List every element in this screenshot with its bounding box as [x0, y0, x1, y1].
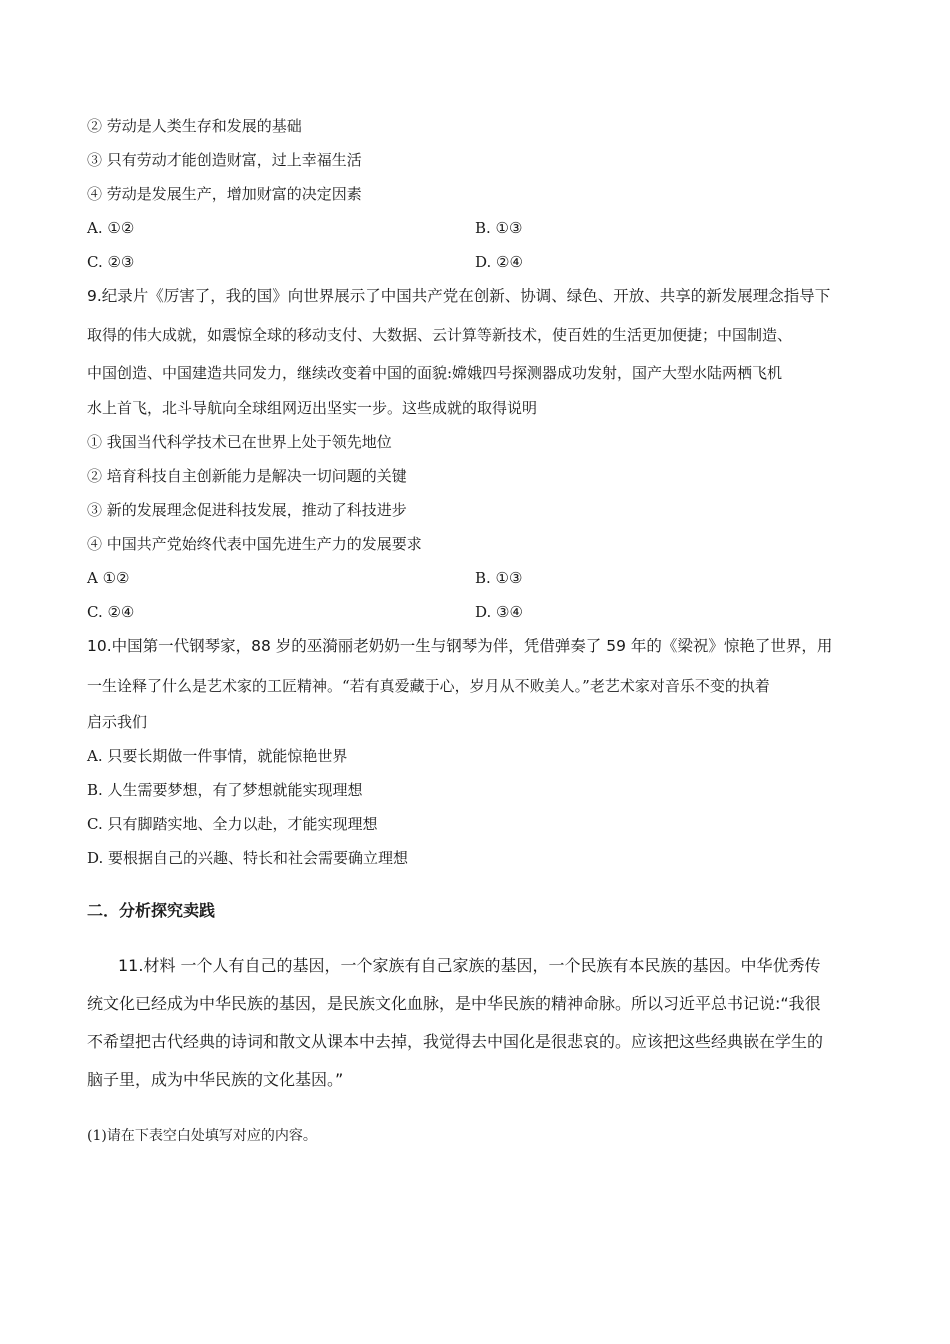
- q10-choice-c: C. 只有脚踏实地、全力以赴，才能实现理想: [87, 815, 378, 833]
- q9-choice-b: B. ①③: [475, 569, 523, 587]
- q8-choice-a: A. ①②: [87, 219, 135, 237]
- q9-option-2: ② 培育科技自主创新能力是解决一切问题的关键: [87, 467, 407, 485]
- q10-stem-line-3: 启示我们: [87, 713, 148, 731]
- q9-choice-a: A ①②: [87, 569, 130, 587]
- q8-choice-d: D. ②④: [475, 253, 523, 271]
- q10-stem-line-1: 10.中国第一代钢琴家，88 岁的巫漪丽老奶奶一生与钢琴为伴，凭借弹奏了 59 年的《梁祝》惊艳了世界，用: [87, 637, 833, 655]
- q8-option-2: ② 劳动是人类生存和发展的基础: [87, 117, 302, 135]
- q9-option-1: ① 我国当代科学技术已在世界上处于领先地位: [87, 433, 392, 451]
- q8-option-4: ④ 劳动是发展生产，增加财富的决定因素: [87, 185, 362, 203]
- q11-material-line-2: 统文化已经成为中华民族的基因，是民族文化血脉，是中华民族的精神命脉。所以习近平总书记说:“我很: [87, 994, 821, 1013]
- q8-choice-b: B. ①③: [475, 219, 523, 237]
- q8-option-3: ③ 只有劳动才能创造财富，过上幸福生活: [87, 151, 362, 169]
- q9-choice-d: D. ③④: [475, 603, 523, 621]
- q9-option-3: ③ 新的发展理念促进科技发展，推动了科技进步: [87, 501, 407, 519]
- q11-material-line-1: 11.材料 一个人有自己的基因，一个家族有自己家族的基因，一个民族有本民族的基因。中华优秀传: [118, 956, 821, 975]
- q9-option-4: ④ 中国共产党始终代表中国先进生产力的发展要求: [87, 535, 422, 553]
- q9-stem-line-3: 中国创造、中国建造共同发力，继续改变着中国的面貌:嫦娥四号探测器成功发射，国产大型水陆两栖飞机: [87, 364, 783, 382]
- q10-stem-line-2: 一生诠释了什么是艺术家的工匠精神。“若有真爱藏于心，岁月从不败美人。”老艺术家对音乐不变的执着: [87, 677, 770, 695]
- q11-material-line-3: 不希望把古代经典的诗词和散文从课本中去掉，我觉得去中国化是很悲哀的。应该把这些经典嵌在学生的: [87, 1032, 824, 1051]
- q9-choice-c: C. ②④: [87, 603, 135, 621]
- q11-sub-question-1: (1)请在下表空白处填写对应的内容。: [87, 1128, 317, 1144]
- q10-choice-b: B. 人生需要梦想，有了梦想就能实现理想: [87, 781, 363, 799]
- q9-stem-line-2: 取得的伟大成就，如震惊全球的移动支付、大数据、云计算等新技术，使百姓的生活更加便捷；中国制造、: [87, 326, 793, 344]
- section-2-heading: 二．分析探究卖践: [87, 901, 216, 920]
- q9-stem-line-4: 水上首飞，北斗导航向全球组网迈出坚实一步。这些成就的取得说明: [87, 399, 538, 417]
- q10-choice-a: A. 只要长期做一件事情，就能惊艳世界: [87, 747, 348, 765]
- q9-stem-line-1: 9.纪录片《厉害了，我的国》向世界展示了中国共产党在创新、协调、绿色、开放、共享的新发展理念指导下: [87, 287, 831, 305]
- q8-choice-c: C. ②③: [87, 253, 135, 271]
- q10-choice-d: D. 要根据自己的兴趣、特长和社会需要确立理想: [87, 849, 409, 867]
- q11-material-line-4: 脑子里，成为中华民族的文化基因。”: [87, 1070, 344, 1089]
